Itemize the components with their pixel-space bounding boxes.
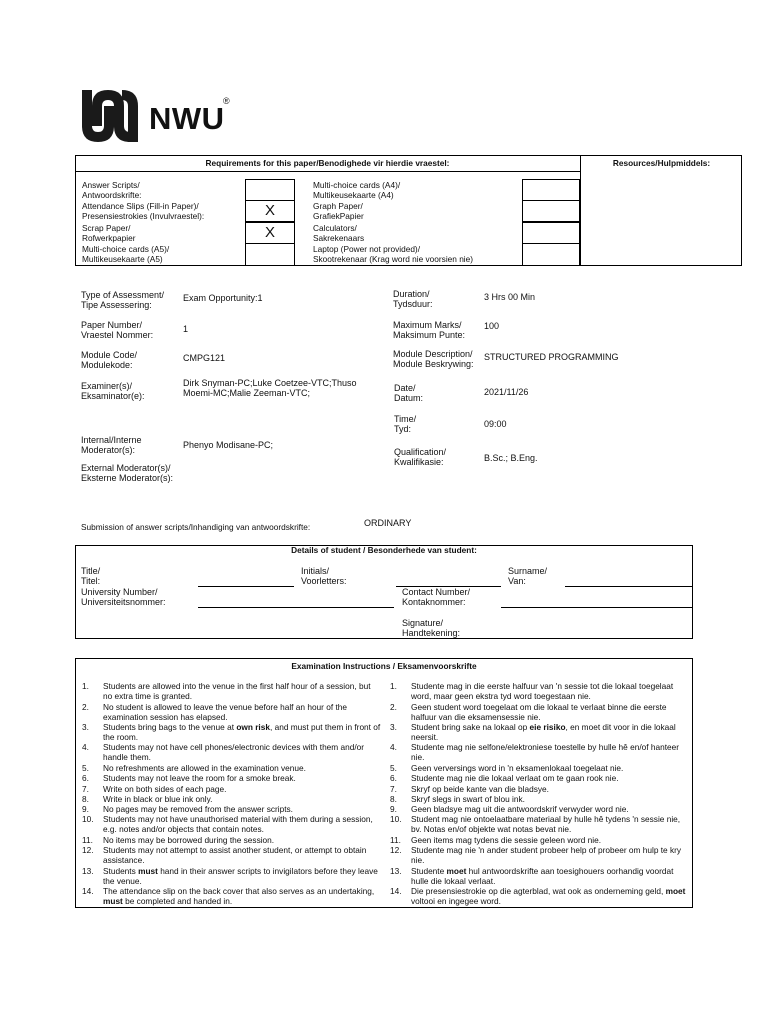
instruction-number: 12.: [390, 845, 402, 855]
req-item-graph-paper: Graph Paper/ GrafiekPapier: [313, 201, 364, 221]
time-label: Time/ Tyd:: [394, 414, 417, 434]
instruction-number: 4.: [390, 742, 397, 752]
instruction-emphasis: must: [138, 866, 158, 876]
nwu-emblem-icon: [78, 86, 144, 146]
instruction-text: Write in black or blue ink only.: [103, 794, 213, 804]
instruction-number: 2.: [82, 702, 89, 712]
instruction-emphasis: eie risiko: [529, 722, 566, 732]
req-item-scrap-paper: Scrap Paper/ Rofwerkpapier: [82, 223, 136, 243]
signature-label: Signature/ Handtekening:: [402, 618, 461, 638]
instruction-text: Skryf slegs in swart of blou ink.: [411, 794, 525, 804]
university-number-label: University Number/ Universiteitsnommer:: [81, 587, 166, 607]
instruction-number: 4.: [82, 742, 89, 752]
instruction-text: Studente mag nie 'n ander student probeer help of probeer om hulp te kry nie.: [411, 845, 682, 865]
instruction-text: Students may not leave the room for a smoke break.: [103, 773, 296, 783]
instruction-text-part: Students bring bags to the venue at: [103, 722, 237, 732]
instruction-text: [411, 866, 687, 886]
req-item-laptop: Laptop (Power not provided)/ Skootrekenaar (Krag word nie voorsien nie): [313, 244, 474, 264]
instruction-text: [411, 722, 687, 742]
instruction-number: 14.: [82, 886, 94, 896]
checkbox-mc-a4[interactable]: [522, 179, 580, 201]
paper-number-value: 1: [183, 324, 189, 334]
instruction-number: 5.: [82, 763, 89, 773]
instruction-text-part: Studente: [411, 866, 447, 876]
instruction-text: Geen verversings word in 'n eksamenlokaal toegelaat nie.: [411, 763, 624, 773]
instruction-text: Students may not attempt to assist another student, or attempt to obtain assistance.: [103, 845, 367, 865]
module-code-label: Module Code/ Modulekode:: [81, 350, 138, 370]
req-item-mc-a5: Multi-choice cards (A5)/ Multikeusekaarte (A5): [82, 244, 170, 264]
instruction-text: No refreshments are allowed in the examination venue.: [103, 763, 306, 773]
contact-number-field[interactable]: [501, 607, 692, 608]
nwu-logo: [78, 86, 238, 146]
requirements-header: Requirements for this paper/Benodighede vir hierdie vraestel:: [205, 158, 450, 168]
instruction-text: [103, 866, 381, 886]
instruction-text-part: , and must put them in front of the room.: [103, 722, 381, 742]
registered-mark: ®: [223, 96, 230, 106]
instruction-text: Geen bladsye mag uit die antwoordskrif verwyder word nie.: [411, 804, 629, 814]
instruction-text: [103, 886, 381, 906]
time-value: 09:00: [484, 419, 507, 429]
external-moderator-label: External Moderator(s)/ Eksterne Moderator(s):: [81, 463, 174, 483]
instruction-text-part: Die presensiestrokie op die agterblad, wat ook as onderneming geld,: [411, 886, 666, 896]
instruction-text-part: The attendance slip on the back cover that also serves as an undertaking,: [103, 886, 375, 896]
instruction-number: 8.: [82, 794, 89, 804]
instruction-emphasis: own risk: [236, 722, 270, 732]
max-marks-value: 100: [484, 321, 500, 331]
instruction-emphasis: moet: [446, 866, 467, 876]
instruction-text: Students may not have unauthorised material with them during a session, e.g. notes and/or objects that contain notes.: [103, 814, 373, 834]
checkbox-attendance-slips[interactable]: X: [245, 200, 295, 222]
instruction-text-part: hul antwoordskrifte aan toesighouers oorhandig voordat hulle die lokaal verlaat.: [411, 866, 674, 886]
instruction-number: 3.: [390, 722, 397, 732]
checkbox-graph-paper[interactable]: [522, 200, 580, 222]
instruction-text-part: , en moet dit voor in die lokaal neersit.: [411, 722, 676, 742]
student-details-box: [75, 545, 693, 639]
title-field[interactable]: [198, 586, 294, 587]
checkbox-scrap-paper[interactable]: X: [245, 222, 295, 244]
instruction-number: 6.: [82, 773, 89, 783]
instruction-text-part: Student bring sake na lokaal op: [411, 722, 530, 732]
instruction-emphasis: must: [103, 896, 123, 906]
req-item-calculators: Calculators/ Sakrekenaars: [313, 223, 365, 243]
instruction-number: 7.: [82, 784, 89, 794]
qualification-label: Qualification/ Kwalifikasie:: [394, 447, 447, 467]
logo-text: NWU: [149, 101, 225, 136]
instruction-number: 1.: [82, 681, 89, 691]
instruction-text: Students may not have cell phones/electronic devices with them and/or handle them.: [103, 742, 365, 762]
requirements-header-line: [75, 171, 580, 172]
instruction-number: 8.: [390, 794, 397, 804]
req-item-attendance-slips: Attendance Slips (Fill-in Paper)/ Presensiestrokies (Invulvraestel):: [82, 201, 205, 221]
instruction-number: 7.: [390, 784, 397, 794]
instruction-emphasis: moet: [665, 886, 686, 896]
module-description-value: STRUCTURED PROGRAMMING: [484, 352, 619, 362]
surname-label: Surname/ Van:: [508, 566, 548, 586]
instruction-text: Studente mag nie selfone/elektroniese toestelle by hulle hê en/of hanteer nie.: [411, 742, 679, 762]
instruction-text: No items may be borrowed during the session.: [103, 835, 275, 845]
instruction-number: 13.: [82, 866, 94, 876]
internal-moderator-value: Phenyo Modisane-PC;: [183, 440, 274, 450]
checkbox-calculators[interactable]: [522, 222, 580, 244]
instruction-text-part: voltooi en ingegee word.: [411, 896, 501, 906]
instruction-text: Skryf op beide kante van die bladsye.: [411, 784, 549, 794]
instruction-number: 1.: [390, 681, 397, 691]
instruction-text: No student is allowed to leave the venue before half an hour of the examination session has elapsed.: [103, 702, 348, 722]
university-number-field[interactable]: [198, 607, 394, 608]
instructions-header: Examination Instructions / Eksamenvoorskrifte: [291, 661, 477, 671]
paper-number-label: Paper Number/ Vraestel Nommer:: [81, 320, 154, 340]
checkbox-answer-scripts[interactable]: [245, 179, 295, 201]
instruction-text: [103, 722, 381, 742]
instruction-text-part: be completed and handed in.: [122, 896, 233, 906]
type-label: Type of Assessment/ Tipe Assessering:: [81, 290, 165, 310]
submission-label: Submission of answer scripts/Inhandiging van antwoordskrifte:: [81, 522, 311, 532]
instruction-number: 12.: [82, 845, 94, 855]
instruction-number: 2.: [390, 702, 397, 712]
examiner-label: Examiner(s)/ Eksaminator(e):: [81, 381, 145, 401]
instruction-text: Studente mag nie die lokaal verlaat om te gaan rook nie.: [411, 773, 619, 783]
instruction-number: 3.: [82, 722, 89, 732]
instruction-text-part: hand in their answer scripts to invigilators before they leave the venue.: [103, 866, 378, 886]
student-details-header: Details of student / Besonderhede van student:: [291, 545, 477, 555]
instruction-text: Write on both sides of each page.: [103, 784, 227, 794]
duration-label: Duration/ Tydsduur:: [393, 289, 433, 309]
surname-field[interactable]: [565, 586, 692, 587]
resources-header: Resources/Hulpmiddels:: [612, 158, 711, 168]
date-value: 2021/11/26: [484, 387, 529, 397]
checkbox-mc-a5[interactable]: [245, 243, 295, 266]
instruction-text: Student mag nie ontoelaatbare materiaal by hulle hê tydens 'n sessie nie, bv. Notas en/of objekte wat notas bevat nie.: [411, 814, 681, 834]
instruction-text: Studente mag in die eerste halfuur van 'n sessie tot die lokaal toegelaat word, maar geen ekstra tyd word toegestaan nie.: [411, 681, 674, 701]
duration-value: 3 Hrs 00 Min: [484, 292, 536, 302]
req-item-answer-scripts: Answer Scripts/ Antwoordskrifte:: [82, 180, 142, 200]
instruction-text: Students are allowed into the venue in the first half hour of a session, but no extra time is granted.: [103, 681, 371, 701]
instruction-number: 10.: [82, 814, 94, 824]
instruction-text: No pages may be removed from the answer scripts.: [103, 804, 293, 814]
instruction-number: 9.: [390, 804, 397, 814]
instruction-number: 5.: [390, 763, 397, 773]
instruction-text: [411, 886, 687, 906]
requirements-divider: [580, 155, 581, 266]
date-label: Date/ Datum:: [394, 383, 424, 403]
internal-moderator-label: Internal/Interne Moderator(s):: [81, 435, 142, 455]
examiner-value: Dirk Snyman-PC;Luke Coetzee-VTC;Thuso Moemi-MC;Malie Zeeman-VTC;: [183, 378, 357, 398]
instruction-text-part: Students: [103, 866, 139, 876]
submission-value: ORDINARY: [364, 518, 412, 528]
instruction-number: 6.: [390, 773, 397, 783]
instruction-text: Geen items mag tydens die sessie geleen word nie.: [411, 835, 602, 845]
title-label: Title/ Titel:: [81, 566, 101, 586]
instruction-number: 13.: [390, 866, 402, 876]
instruction-number: 10.: [390, 814, 402, 824]
module-code-value: CMPG121: [183, 353, 226, 363]
instruction-text: Geen student word toegelaat om die lokaal te verlaat binne die eerste halfuur van die eksamensessie nie.: [411, 702, 667, 722]
contact-number-label: Contact Number/ Kontaknommer:: [402, 587, 471, 607]
max-marks-label: Maximum Marks/ Maksimum Punte:: [393, 320, 466, 340]
checkbox-laptop[interactable]: [522, 243, 580, 266]
instruction-number: 14.: [390, 886, 402, 896]
instruction-number: 11.: [390, 835, 401, 845]
qualification-value: B.Sc.; B.Eng.: [484, 453, 538, 463]
type-value: Exam Opportunity:1: [183, 293, 263, 303]
req-item-mc-a4: Multi-choice cards (A4)/ Multikeusekaarte (A4): [313, 180, 401, 200]
instruction-number: 9.: [82, 804, 89, 814]
module-description-label: Module Description/ Module Beskrywing:: [393, 349, 474, 369]
instruction-number: 11.: [82, 835, 93, 845]
initials-label: Initials/ Voorletters:: [301, 566, 347, 586]
